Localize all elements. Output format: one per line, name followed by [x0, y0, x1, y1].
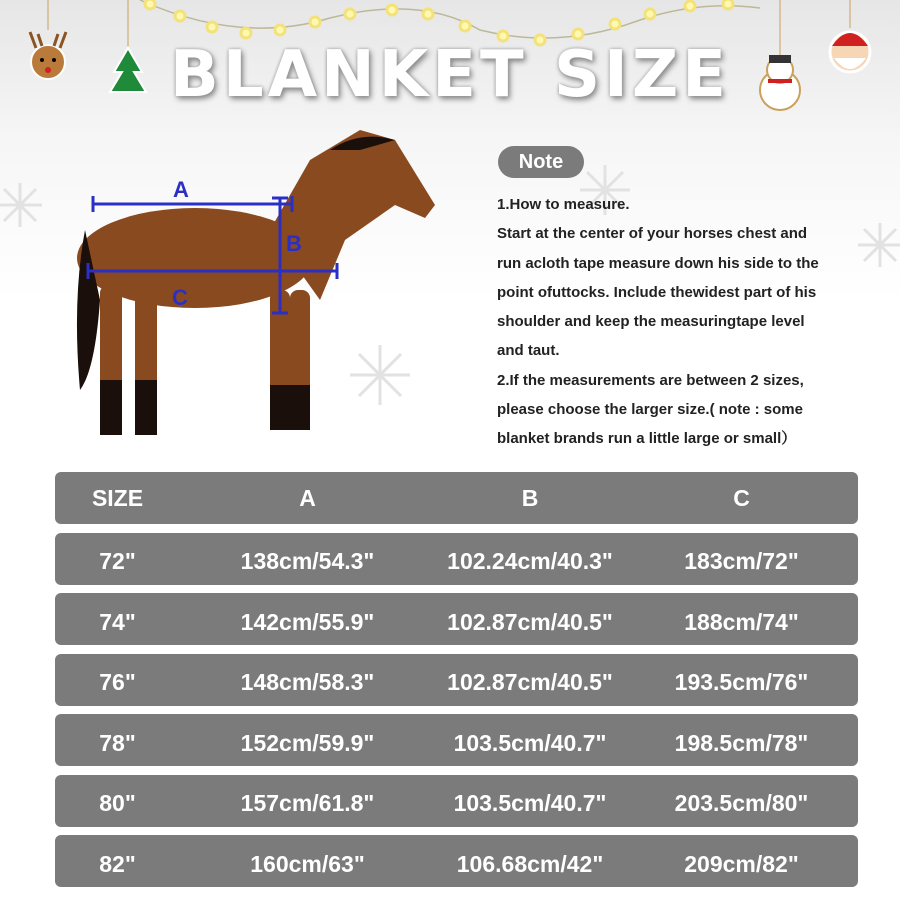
cell-size: 80": [99, 790, 136, 816]
note-line: 2.If the measurements are between 2 sizes,: [497, 371, 804, 389]
header-b: B: [521, 484, 539, 511]
cell-c: 203.5cm/80": [674, 790, 809, 816]
cell-size: 74": [99, 608, 136, 635]
note-line: point ofuttocks. Include thewidest part of his: [497, 283, 817, 301]
cell-b: 102.87cm/40.5": [447, 608, 613, 635]
note-line: Start at the center of your horses chest and: [497, 225, 808, 243]
table-row: [55, 593, 858, 645]
header-c: C: [733, 484, 750, 511]
cell-size: 82": [99, 850, 136, 877]
cell-a: 152cm/59.9": [240, 729, 375, 756]
note-badge: Note: [498, 146, 584, 178]
cell-size: 72": [99, 548, 136, 574]
table-row: [55, 654, 858, 706]
note-text: [497, 190, 867, 454]
cell-a: 138cm/54.3": [240, 548, 375, 574]
table-header-row: [55, 472, 858, 524]
cell-c: 198.5cm/78": [674, 729, 809, 756]
table-row: [55, 714, 858, 766]
measure-label-b: B: [286, 231, 302, 256]
page-title: BLANKET SIZE: [170, 38, 730, 112]
header-a: A: [299, 484, 316, 511]
cell-a: 157cm/61.8": [240, 790, 375, 816]
table-row: [55, 835, 858, 887]
table-row: [55, 533, 858, 585]
cell-c: 183cm/72": [684, 548, 799, 574]
cell-b: 102.24cm/40.3": [447, 548, 613, 574]
cell-size: 78": [99, 729, 136, 756]
horse-measurement-diagram: [60, 120, 460, 460]
note-line: please choose the larger size.( note : some: [497, 401, 803, 419]
cell-b: 106.68cm/42": [456, 850, 604, 877]
note-line: run acloth tape measure down his side to the: [497, 254, 819, 272]
note-line: shoulder and keep the measuringtape level: [497, 313, 805, 331]
cell-b: 102.87cm/40.5": [447, 669, 613, 695]
cell-b: 103.5cm/40.7": [453, 790, 607, 816]
note-line: blanket brands run a little large or small）: [497, 430, 797, 448]
cell-size: 76": [99, 669, 136, 695]
table-row: [55, 775, 858, 827]
measure-label-a: A: [173, 177, 189, 202]
cell-a: 142cm/55.9": [240, 608, 375, 635]
cell-c: 209cm/82": [684, 850, 799, 877]
cell-c: 193.5cm/76": [674, 669, 809, 695]
cell-a: 160cm/63": [250, 850, 365, 877]
size-table: [55, 472, 858, 896]
header-size: SIZE: [91, 484, 144, 511]
note-line: and taut.: [497, 342, 560, 360]
cell-a: 148cm/58.3": [240, 669, 375, 695]
note-line: 1.How to measure.: [497, 196, 630, 213]
cell-c: 188cm/74": [684, 608, 799, 635]
cell-b: 103.5cm/40.7": [453, 729, 607, 756]
measure-label-c: C: [172, 285, 188, 310]
